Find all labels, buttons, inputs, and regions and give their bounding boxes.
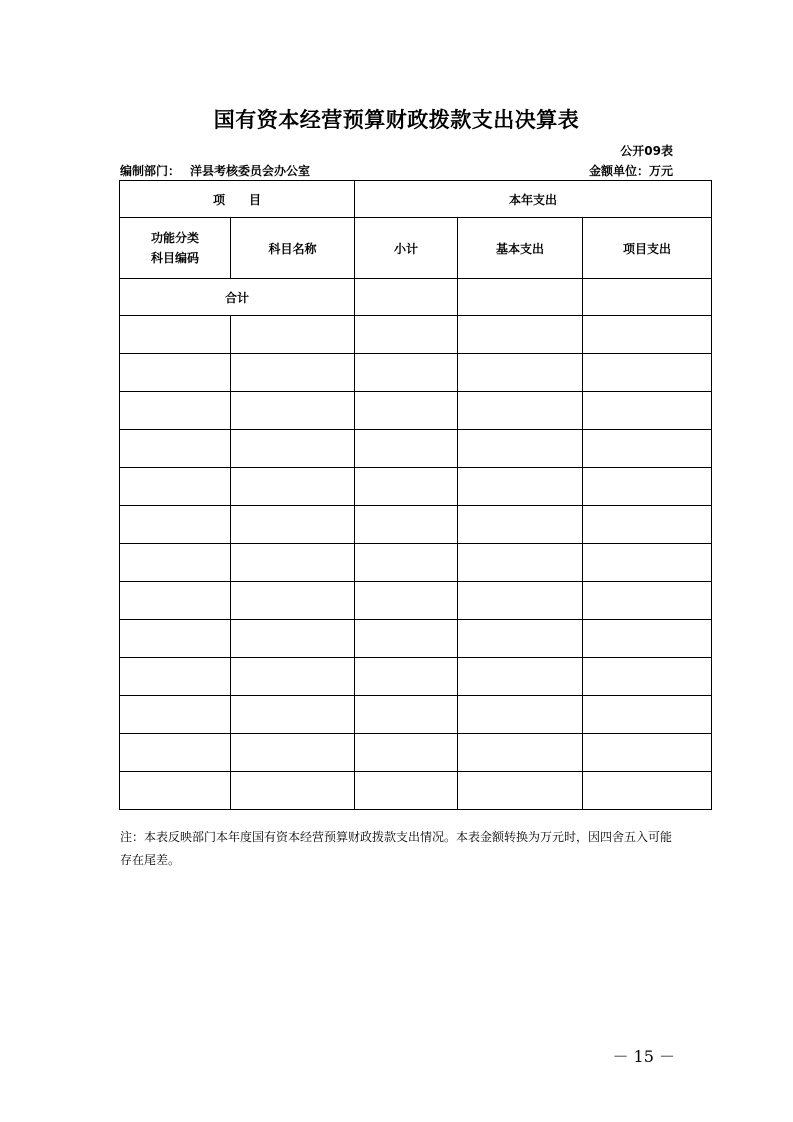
cell-code	[120, 430, 231, 468]
cell-code	[120, 354, 231, 392]
table-row	[120, 430, 712, 468]
cell-code	[120, 544, 231, 582]
cell-project	[583, 582, 712, 620]
cell-subtotal	[355, 620, 458, 658]
cell-name	[231, 392, 355, 430]
cell-project	[583, 392, 712, 430]
table-row	[120, 506, 712, 544]
cell-name	[231, 734, 355, 772]
cell-basic	[458, 734, 583, 772]
cell-project	[583, 696, 712, 734]
col-function-code	[120, 218, 231, 279]
cell-code	[120, 696, 231, 734]
table-row	[120, 354, 712, 392]
total-row	[120, 279, 712, 316]
department-label: 编制部门：	[120, 164, 181, 178]
cell-subtotal	[355, 544, 458, 582]
cell-project	[583, 506, 712, 544]
col-function-code-line1: 功能分类	[150, 231, 199, 245]
table-row	[120, 468, 712, 506]
cell-code	[120, 658, 231, 696]
col-project-expenditure: 项目支出	[583, 218, 712, 279]
total-project	[583, 279, 712, 316]
total-basic	[458, 279, 583, 316]
cell-subtotal	[355, 468, 458, 506]
col-function-code-line2: 科目编码	[150, 251, 199, 265]
cell-basic	[458, 506, 583, 544]
cell-project	[583, 734, 712, 772]
cell-basic	[458, 620, 583, 658]
department-line	[120, 162, 310, 179]
cell-code	[120, 582, 231, 620]
cell-name	[231, 316, 355, 354]
cell-subtotal	[355, 772, 458, 810]
cell-subtotal	[355, 316, 458, 354]
cell-name	[231, 620, 355, 658]
cell-basic	[458, 392, 583, 430]
form-number: 公开09表	[620, 144, 673, 158]
cell-code	[120, 734, 231, 772]
cell-name	[231, 658, 355, 696]
cell-basic	[458, 544, 583, 582]
cell-project	[583, 468, 712, 506]
cell-project	[583, 544, 712, 582]
document-title: 国有资本经营预算财政拨款支出决算表	[213, 108, 580, 132]
cell-subtotal	[355, 582, 458, 620]
cell-name	[231, 506, 355, 544]
table-row	[120, 582, 712, 620]
table-row	[120, 544, 712, 582]
cell-name	[231, 544, 355, 582]
cell-code	[120, 468, 231, 506]
table-row	[120, 658, 712, 696]
amount-unit: 金额单位：万元	[588, 164, 673, 178]
cell-code	[120, 506, 231, 544]
cell-name	[231, 582, 355, 620]
header-item: 项 目	[120, 181, 355, 218]
expenditure-table	[119, 180, 712, 810]
cell-project	[583, 658, 712, 696]
cell-code	[120, 392, 231, 430]
cell-subtotal	[355, 392, 458, 430]
cell-project	[583, 620, 712, 658]
department-name: 洋县考核委员会办公室	[190, 164, 311, 178]
cell-basic	[458, 468, 583, 506]
cell-name	[231, 696, 355, 734]
total-subtotal	[355, 279, 458, 316]
total-label: 合计	[120, 279, 355, 316]
cell-project	[583, 316, 712, 354]
table-row	[120, 772, 712, 810]
table-row	[120, 734, 712, 772]
cell-name	[231, 354, 355, 392]
cell-subtotal	[355, 658, 458, 696]
col-subtotal: 小计	[355, 218, 458, 279]
header-row-1	[120, 181, 712, 218]
cell-project	[583, 772, 712, 810]
table-row	[120, 696, 712, 734]
cell-basic	[458, 316, 583, 354]
cell-subtotal	[355, 734, 458, 772]
page-number: － 15 －	[612, 1047, 675, 1066]
table-row	[120, 392, 712, 430]
cell-basic	[458, 772, 583, 810]
cell-project	[583, 430, 712, 468]
cell-project	[583, 354, 712, 392]
cell-code	[120, 316, 231, 354]
cell-subtotal	[355, 506, 458, 544]
cell-subtotal	[355, 354, 458, 392]
cell-basic	[458, 582, 583, 620]
cell-name	[231, 430, 355, 468]
cell-basic	[458, 430, 583, 468]
cell-name	[231, 772, 355, 810]
table-row	[120, 620, 712, 658]
cell-basic	[458, 658, 583, 696]
header-row-2	[120, 218, 712, 279]
col-basic-expenditure: 基本支出	[458, 218, 583, 279]
footnote: 注：本表反映部门本年度国有资本经营预算财政拨款支出情况。本表金额转换为万元时，因四舍五入可能存在尾差。	[120, 830, 673, 867]
cell-code	[120, 772, 231, 810]
header-current-year: 本年支出	[355, 181, 712, 218]
cell-basic	[458, 354, 583, 392]
col-subject-name: 科目名称	[231, 218, 355, 279]
cell-subtotal	[355, 430, 458, 468]
table-row	[120, 316, 712, 354]
cell-basic	[458, 696, 583, 734]
cell-subtotal	[355, 696, 458, 734]
cell-name	[231, 468, 355, 506]
cell-code	[120, 620, 231, 658]
